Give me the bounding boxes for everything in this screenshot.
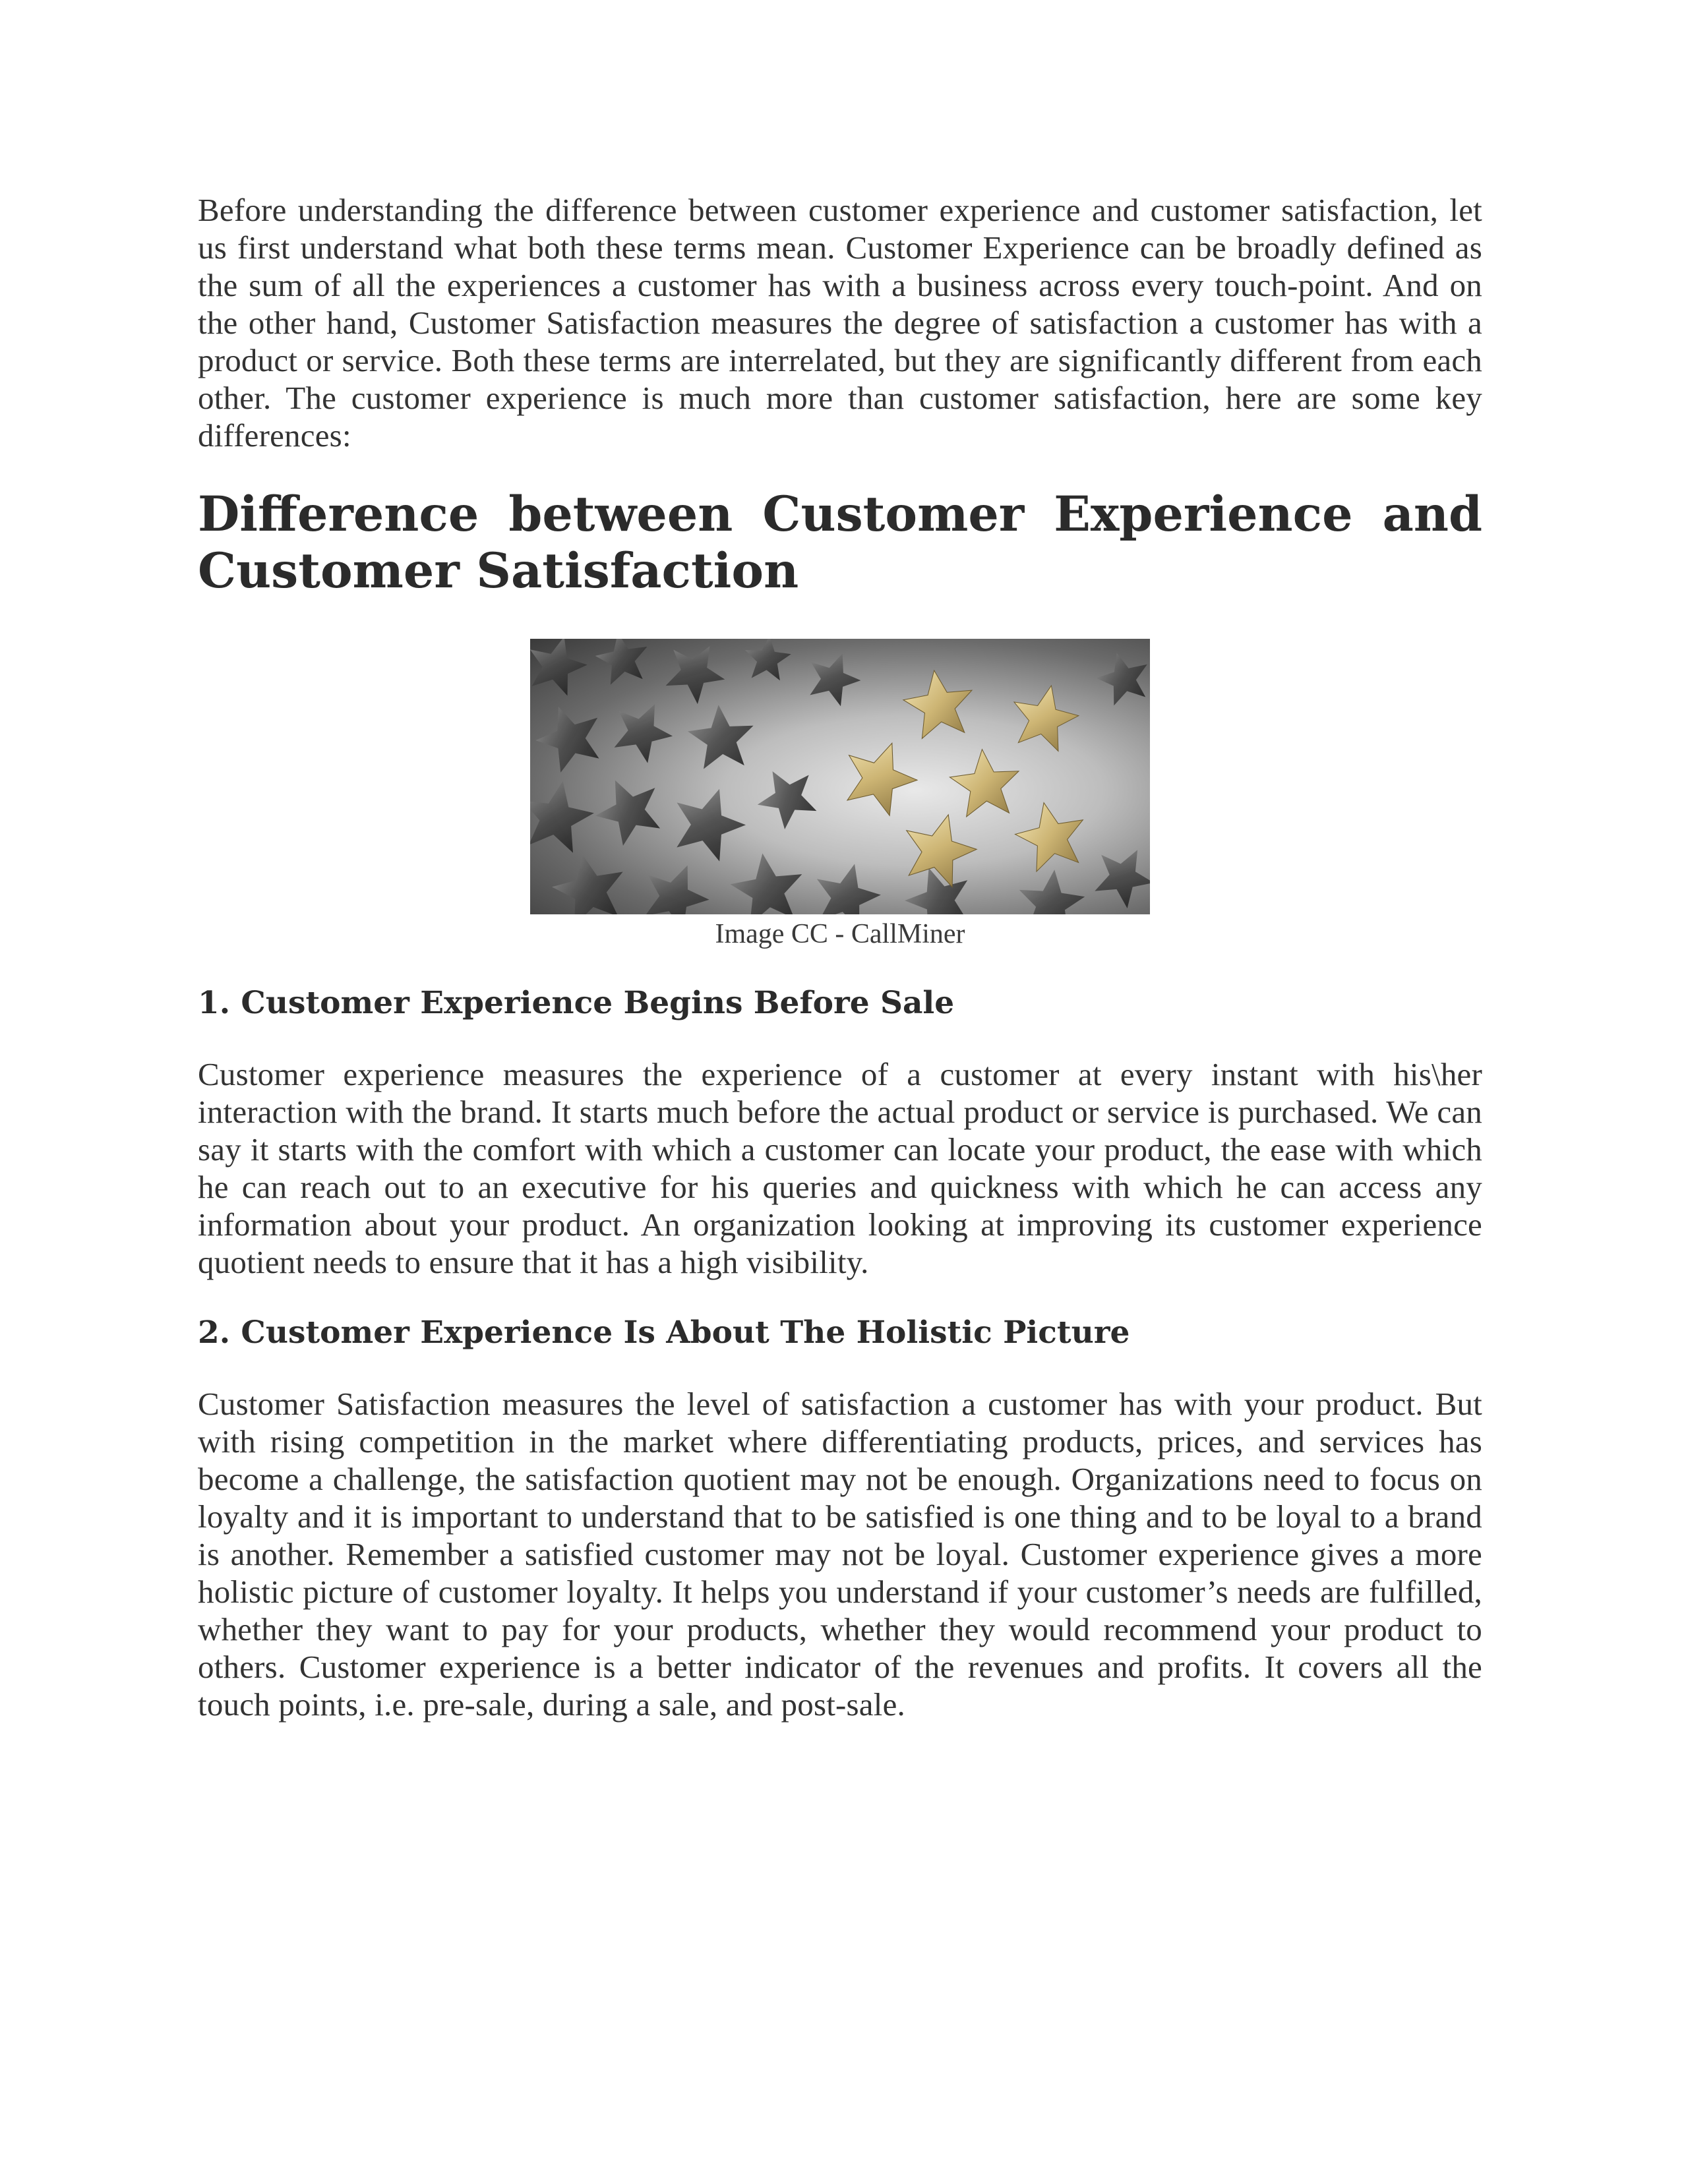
document-page [198,191,1482,1723]
figure [530,639,1150,951]
main-heading-line-1: Difference between Customer Experience and [198,486,1482,543]
figure-caption: Image CC - CallMiner [715,919,965,949]
main-heading-line-2: Customer Satisfaction [198,543,799,599]
gold-stars-image [530,639,1150,914]
section-heading-1: 1. Customer Experience Begins Before Sale [198,985,955,1021]
main-heading [198,486,1482,599]
section-heading-2: 2. Customer Experience Is About The Holistic Picture [198,1314,1130,1351]
intro-paragraph: Before understanding the difference between customer experience and customer satisfaction, let us first understand what both these terms mean. Customer Experience can be broadly defined as the sum of all the experiences a customer has with a business across every touch-point. And on the other hand, Customer Satisfaction measures the degree of satisfaction a customer has with a product or service. Both these terms are interrelated, but they are significantly different from each other. The customer experience is much more than customer satisfaction, here are some key differences: [198,192,1482,454]
section-body-1: Customer experience measures the experience of a customer at every instant with his\her interaction with the brand. It starts much before the actual product or service is purchased. We can say it starts with the comfort with which a customer can locate your product, the ease with which he can reach out to an executive for his queries and quickness with which he can access any information about your product. An organization looking at improving its customer experience quotient needs to ensure that it has a high visibility. [198,1056,1482,1280]
section-body-2: Customer Satisfaction measures the level of satisfaction a customer has with your product. But with rising competition in the market where differentiating products, prices, and services has become a challenge, the satisfaction quotient may not be enough. Organizations need to focus on loyalty and it is important to understand that to be satisfied is one thing and to be loyal to a brand is another. Remember a satisfied customer may not be loyal. Customer experience gives a more holistic picture of customer loyalty. It helps you understand if your customer’s needs are fulfilled, whether they want to pay for your products, whether they would recommend your product to others. Customer experience is a better indicator of the revenues and profits. It covers all the touch points, i.e. pre-sale, during a sale, and post-sale. [198,1386,1482,1723]
